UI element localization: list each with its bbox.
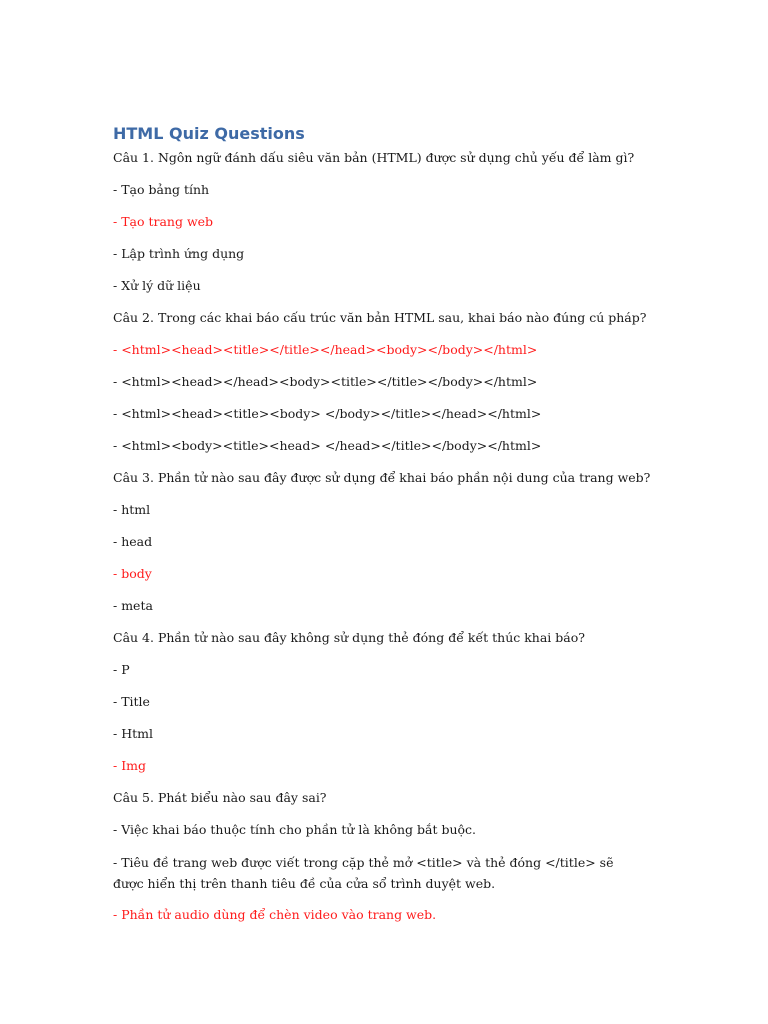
question-5: Câu 5. Phát biểu nào sau đây sai? — [113, 790, 327, 805]
question-1-option-2-correct: - Tạo trang web — [113, 214, 214, 229]
question-3-option-4: - meta — [113, 598, 153, 613]
question-5-option-1: - Việc khai báo thuộc tính cho phần tử là không bắt buộc. — [113, 822, 477, 837]
question-4: Câu 4. Phần tử nào sau đây không sử dụng thẻ đóng để kết thúc khai báo? — [113, 630, 585, 645]
question-1-option-3: - Lập trình ứng dụng — [113, 246, 245, 261]
question-3-option-1: - html — [113, 502, 151, 517]
question-2-option-2: - <html><head></head><body><title></title></body></html> — [113, 374, 538, 389]
question-2: Câu 2. Trong các khai báo cấu trúc văn bản HTML sau, khai báo nào đúng cú pháp? — [113, 310, 647, 325]
question-2-option-3: - <html><head><title><body> </body></title></head></html> — [113, 406, 542, 421]
question-5-option-2: - Tiêu đề trang web được viết trong cặp thẻ mở <title> và thẻ đóng </title> sẽ được hiển thị trên thanh tiêu đề của cửa sổ trình duyệt web. — [113, 855, 614, 891]
question-4-option-1: - P — [113, 662, 130, 677]
question-1-option-1: - Tạo bảng tính — [113, 182, 210, 197]
question-4-option-3: - Html — [113, 726, 153, 741]
question-2-option-1-correct: - <html><head><title></title></head><body></body></html> — [113, 342, 538, 357]
question-2-option-4: - <html><body><title><head> </head></title></body></html> — [113, 438, 542, 453]
question-4-option-4-correct: - Img — [113, 758, 146, 773]
question-3-option-2: - head — [113, 534, 153, 549]
question-1: Câu 1. Ngôn ngữ đánh dấu siêu văn bản (HTML) được sử dụng chủ yếu để làm gì? — [113, 150, 635, 165]
document-title: HTML Quiz Questions — [113, 124, 305, 143]
question-1-option-4: - Xử lý dữ liệu — [113, 278, 201, 293]
question-4-option-2: - Title — [113, 694, 150, 709]
question-3: Câu 3. Phần tử nào sau đây được sử dụng để khai báo phần nội dung của trang web? — [113, 470, 651, 485]
question-3-option-3-correct: - body — [113, 566, 152, 581]
question-5-option-3-correct: - Phần tử audio dùng để chèn video vào trang web. — [113, 907, 437, 922]
